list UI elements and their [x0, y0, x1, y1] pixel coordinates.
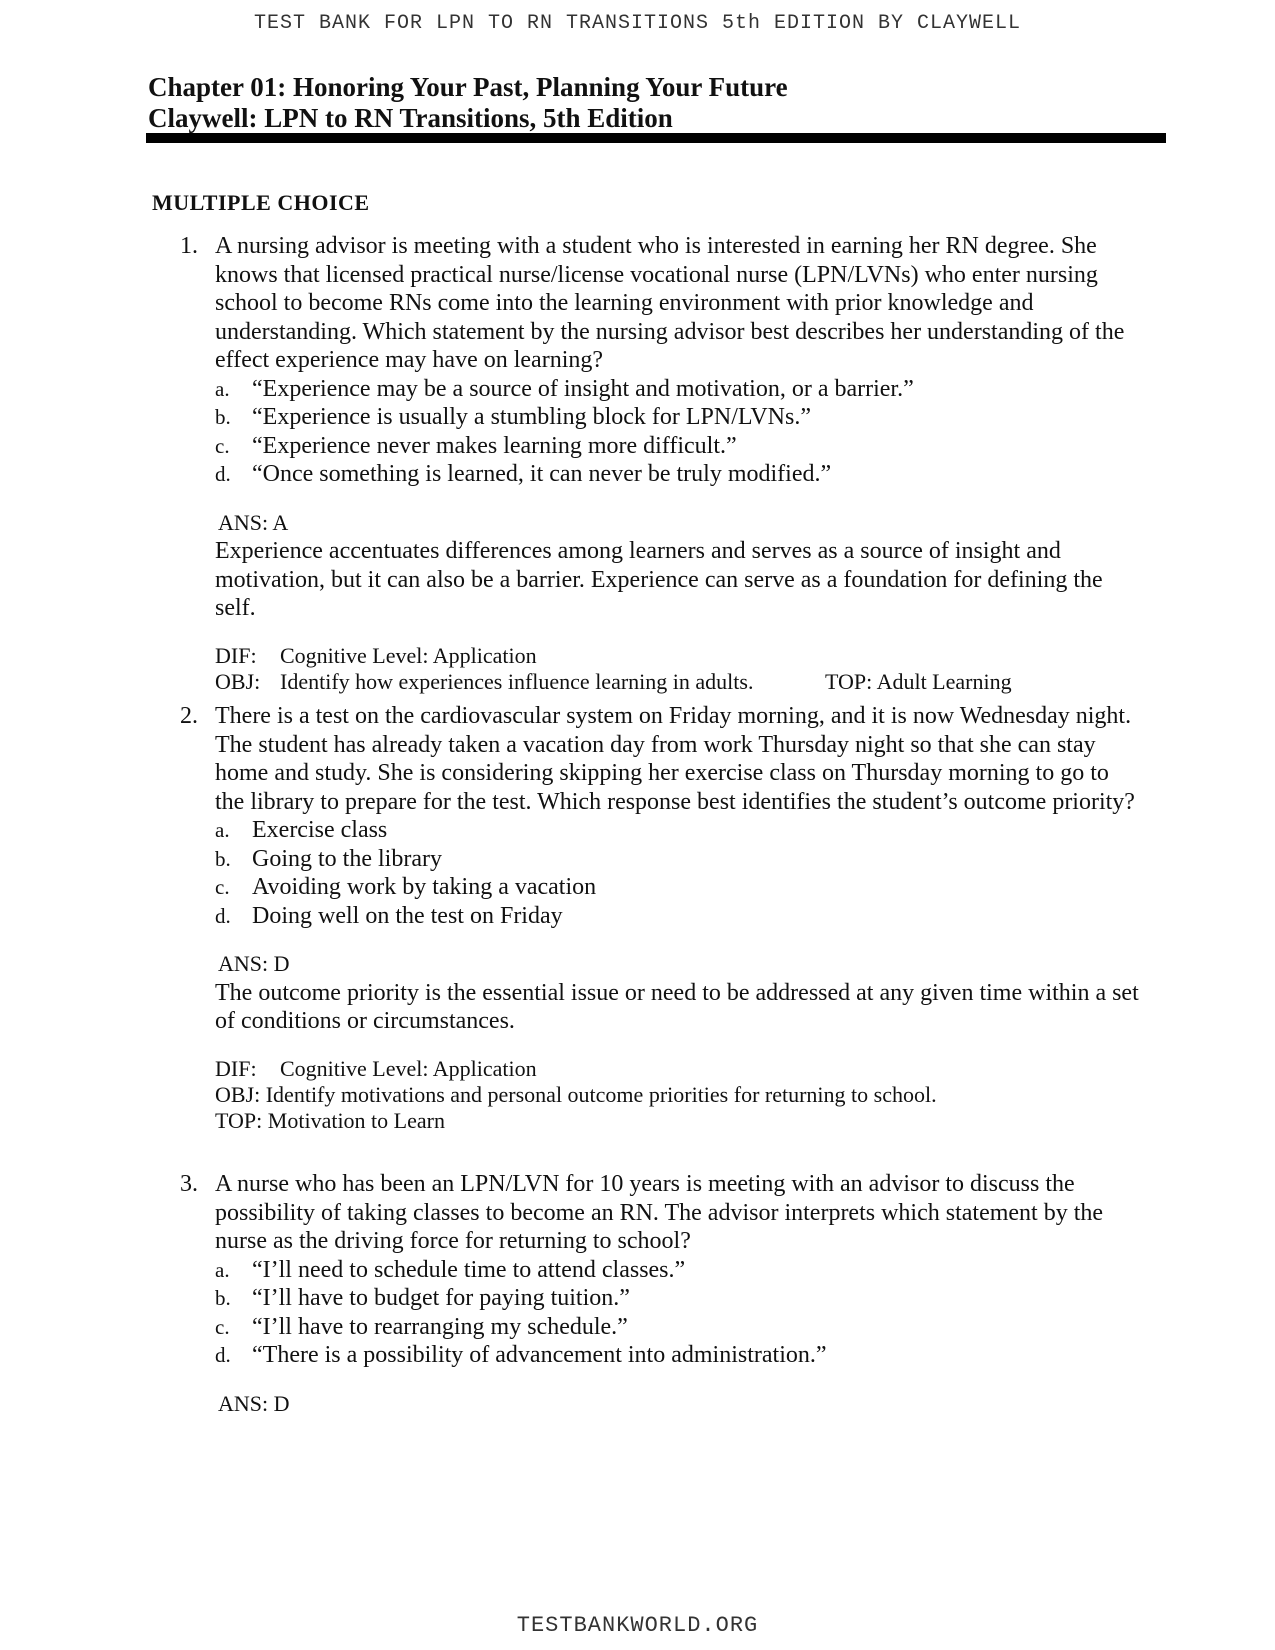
choice-text: “Experience never makes learning more difficult.” [252, 432, 737, 459]
choice-text: “Experience is usually a stumbling block for LPN/LVNs.” [252, 404, 812, 430]
choice-b [215, 403, 1140, 432]
topic: TOP: Adult Learning [825, 668, 1012, 694]
choice-c [215, 873, 1140, 902]
choice-letter: b. [215, 846, 231, 871]
choice-d [215, 902, 1140, 931]
document-header [148, 72, 788, 134]
choice-d [215, 1341, 1140, 1370]
choice-letter: a. [215, 1257, 230, 1282]
answer-key: ANS: D [218, 951, 290, 976]
question-stem: There is a test on the cardiovascular system on Friday morning, and it is now Wednesday night. The student has already taken a vacation day from work Thursday night so that she can stay home and study. She is considering skipping her exercise class on Thursday morning to go to the library to prepare for the test. Which response best identifies the student’s outcome priority? [215, 703, 1135, 815]
choice-letter: c. [215, 1314, 230, 1339]
choice-text: “I’ll need to schedule time to attend classes.” [252, 1256, 686, 1283]
choice-text: “I’ll have to rearranging my schedule.” [252, 1313, 628, 1340]
bottom-watermark: TESTBANKWORLD.ORG [516, 1613, 759, 1638]
choice-a [215, 375, 1140, 404]
choice-list [215, 375, 1140, 489]
choice-letter: d. [215, 903, 231, 928]
topic: TOP: Motivation to Learn [215, 1107, 445, 1133]
question-1 [180, 232, 1140, 695]
choice-letter: c. [215, 875, 230, 899]
choice-text: “Once something is learned, it can never be truly modified.” [252, 461, 832, 487]
chapter-title: Chapter 01: Honoring Your Past, Planning Your Future [148, 72, 788, 102]
choice-text: Avoiding work by taking a vacation [252, 874, 597, 900]
objective: OBJ: Identify motivations and personal outcome priorities for returning to school. [215, 1081, 937, 1107]
header-rule [146, 133, 1166, 143]
question-number: 1. [180, 233, 198, 259]
choice-c [215, 432, 1140, 461]
book-title: Claywell: LPN to RN Transitions, 5th Edition [148, 103, 673, 133]
choice-list [215, 1256, 1140, 1370]
choice-text: “Experience may be a source of insight and motivation, or a barrier.” [252, 375, 914, 402]
difficulty: Cognitive Level: Application [280, 1055, 537, 1081]
choice-text: Doing well on the test on Friday [252, 902, 563, 929]
dif-label: DIF: [215, 1055, 257, 1081]
choice-c [215, 1313, 1140, 1342]
choice-d [215, 460, 1140, 489]
choice-list [215, 816, 1140, 930]
choice-b [215, 845, 1140, 874]
answer-key: ANS: D [218, 1390, 290, 1416]
question-stem: A nurse who has been an LPN/LVN for 10 years is meeting with an advisor to discuss the possibility of taking classes to become an RN. The advisor interprets which statement by the nurse as the driving force for returning to school? [215, 1171, 1104, 1254]
obj-label: OBJ: [215, 668, 261, 694]
question-3 [180, 1170, 1140, 1418]
difficulty: Cognitive Level: Application [280, 642, 537, 668]
question-number: 2. [180, 703, 198, 729]
choice-letter: a. [215, 376, 230, 401]
choice-a [215, 816, 1140, 845]
choice-text: “I’ll have to budget for paying tuition.” [252, 1285, 630, 1311]
section-title: MULTIPLE CHOICE [152, 190, 370, 215]
choice-letter: d. [215, 1343, 231, 1367]
choice-text: “There is a possibility of advancement into administration.” [252, 1342, 827, 1368]
top-watermark: TEST BANK FOR LPN TO RN TRANSITIONS 5th EDITION BY CLAYWELL [253, 12, 1022, 35]
choice-text: Exercise class [252, 817, 388, 843]
rationale: The outcome priority is the essential issue or need to be addressed at any given time within a set of conditions or circumstances. [215, 979, 1139, 1034]
rationale: Experience accentuates differences among learners and serves as a source of insight and motivation, but it can also be a barrier. Experience can serve as a foundation for defining the self. [215, 538, 1103, 621]
choice-text: Going to the library [252, 845, 442, 872]
question-stem: A nursing advisor is meeting with a student who is interested in earning her RN degree. She knows that licensed practical nurse/license vocational nurse (LPN/LVNs) who enter nursing school to become RNs come into the learning environment with prior knowledge and understanding. Which statement by the nursing advisor best describes her understanding of the effect experience may have on learning? [215, 233, 1125, 373]
choice-letter: a. [215, 818, 230, 842]
question-metadata [215, 1056, 1140, 1134]
choice-letter: d. [215, 462, 231, 486]
question-metadata [215, 643, 1140, 695]
dif-label: DIF: [215, 642, 257, 668]
objective: Identify how experiences influence learning in adults. [280, 668, 754, 694]
choice-b [215, 1284, 1140, 1313]
choice-letter: b. [215, 1286, 231, 1310]
question-number: 3. [180, 1171, 198, 1197]
choice-a [215, 1256, 1140, 1285]
choice-letter: b. [215, 405, 231, 429]
question-2 [180, 702, 1140, 1134]
answer-key: ANS: A [218, 509, 289, 535]
choice-letter: c. [215, 433, 230, 458]
